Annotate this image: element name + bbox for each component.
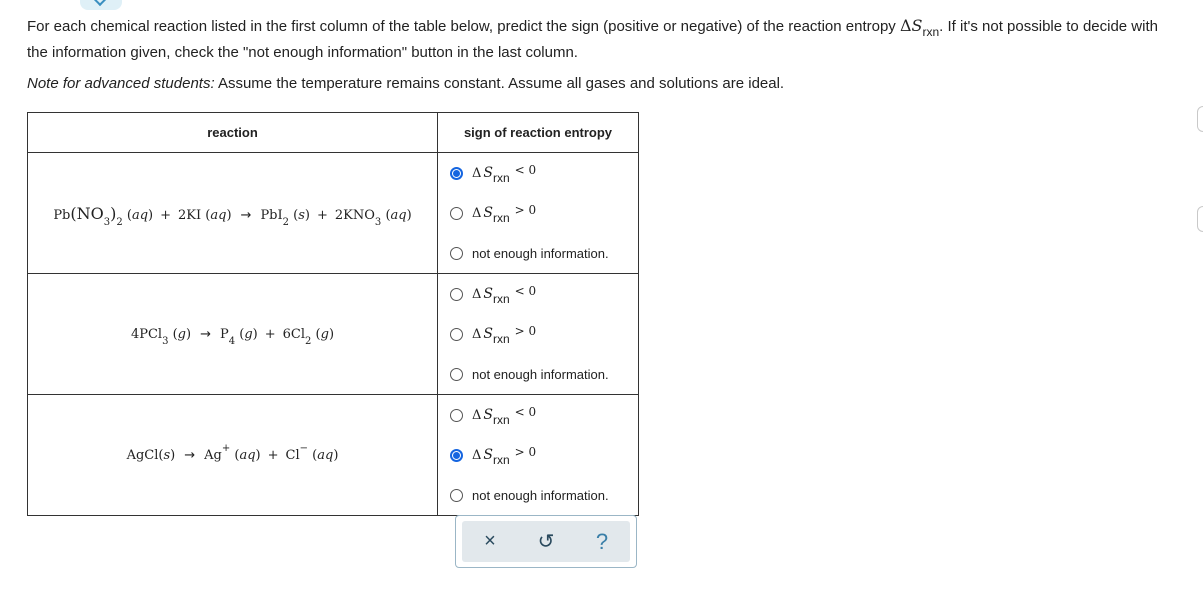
eq-term: ): [304, 207, 310, 223]
reaction-cell: [28, 153, 438, 274]
comparison: > 0: [514, 324, 537, 338]
header-row: [28, 113, 639, 153]
eq-term: ): [186, 326, 192, 342]
eq-subscript: 4: [228, 335, 236, 347]
eq-term: ): [255, 447, 261, 463]
eq-state: aq: [210, 207, 227, 223]
eq-term: (NO: [70, 203, 104, 223]
eq-term: ): [328, 326, 335, 342]
table-row: [28, 153, 639, 274]
header-reaction: reaction: [28, 113, 438, 153]
note-text: Assume the temperature remains constant. Assume all gases and solutions are ideal.: [214, 75, 785, 92]
plus-sign: +: [267, 447, 279, 463]
eq-term: 2KI: [178, 207, 202, 223]
chevron-down-icon: [93, 0, 107, 6]
entropy-symbol: S: [483, 286, 493, 302]
eq-term: ): [333, 447, 339, 463]
instructions-text-end: . If it's not possible to decide with the information given, check the "not enough information" button in the last column.: [27, 18, 1158, 61]
eq-state: g: [244, 326, 253, 342]
option-positive[interactable]: [438, 193, 638, 233]
radio-button[interactable]: [450, 167, 463, 180]
radio-button[interactable]: [450, 247, 463, 260]
plus-sign: +: [264, 326, 276, 342]
entropy-label: [472, 405, 537, 427]
instructions-line: [27, 13, 1177, 66]
reaction-equation-3: [126, 442, 339, 463]
plus-sign: +: [160, 207, 172, 223]
rxn-subscript: rxn: [492, 332, 510, 346]
eq-term: (: [172, 326, 178, 342]
radio-button[interactable]: [450, 489, 463, 502]
rxn-subscript: rxn: [922, 25, 940, 39]
rxn-subscript: rxn: [492, 171, 510, 185]
eq-term: Pb: [53, 207, 71, 223]
delta-symbol: Δ: [472, 408, 482, 423]
eq-term: (: [205, 207, 211, 223]
answer-toolbar: [455, 515, 637, 568]
eq-superscript: −: [299, 442, 309, 454]
options-cell: [438, 153, 639, 274]
reaction-cell: [28, 395, 438, 516]
collapse-tab[interactable]: [80, 0, 122, 10]
eq-state: g: [177, 326, 186, 342]
eq-term: 6Cl: [282, 326, 306, 342]
eq-term: P: [219, 326, 229, 342]
eq-term: ): [252, 326, 258, 342]
option-negative[interactable]: [438, 153, 638, 193]
eq-term: (: [312, 447, 318, 463]
rxn-subscript: rxn: [492, 211, 510, 225]
eq-subscript: 2: [282, 216, 290, 228]
header-sign: sign of reaction entropy: [438, 113, 639, 153]
help-button[interactable]: [582, 524, 622, 560]
eq-term: ): [170, 447, 176, 463]
delta-symbol: Δ: [472, 327, 482, 342]
help-icon: ?: [595, 528, 609, 554]
close-icon: ×: [484, 530, 496, 552]
entropy-symbol: S: [483, 205, 493, 221]
options-cell: [438, 274, 639, 395]
reaction-equation-2: [130, 326, 335, 347]
eq-subscript: 2: [116, 216, 123, 228]
entropy-label: [472, 284, 537, 306]
radio-button[interactable]: [450, 288, 463, 301]
table-row: [28, 395, 639, 516]
entropy-symbol: S: [911, 16, 923, 35]
side-handle-bottom[interactable]: [1197, 206, 1203, 232]
radio-button[interactable]: [450, 449, 463, 462]
eq-state: aq: [239, 447, 256, 463]
reaction-table: [27, 112, 639, 516]
entropy-symbol: S: [483, 447, 493, 463]
eq-subscript: 2: [305, 335, 312, 347]
option-not-enough-info[interactable]: [438, 354, 638, 394]
comparison: < 0: [514, 284, 537, 298]
table-row: [28, 274, 639, 395]
eq-state: aq: [390, 207, 407, 223]
radio-button[interactable]: [450, 409, 463, 422]
rxn-subscript: rxn: [492, 453, 510, 467]
eq-term: Cl: [285, 447, 300, 463]
undo-icon: ↺: [537, 531, 555, 553]
rxn-subscript: rxn: [492, 413, 510, 427]
eq-term: Ag: [204, 447, 222, 463]
eq-subscript: 3: [103, 216, 111, 228]
instructions-text-start: For each chemical reaction listed in the first column of the table below, predict the sign (positive or negative) of the reaction entropy: [27, 18, 896, 35]
delta-symbol: Δ: [472, 166, 482, 181]
eq-term: (: [293, 207, 299, 223]
rxn-subscript: rxn: [492, 292, 510, 306]
eq-state: s: [163, 447, 171, 463]
eq-state: g: [320, 326, 329, 342]
option-label: not enough information.: [472, 487, 609, 503]
eq-superscript: +: [221, 442, 231, 454]
radio-button[interactable]: [450, 328, 463, 341]
delta-symbol: Δ: [472, 287, 482, 302]
eq-term: (: [126, 207, 132, 223]
option-not-enough-info[interactable]: [438, 233, 638, 273]
option-not-enough-info[interactable]: [438, 475, 638, 515]
entropy-label: [472, 163, 537, 185]
eq-subscript: 3: [374, 216, 382, 228]
eq-term: ): [148, 207, 154, 223]
eq-term: AgCl: [126, 447, 159, 463]
eq-term: (: [234, 447, 240, 463]
eq-term: (: [158, 447, 164, 463]
delta-symbol: Δ: [472, 206, 482, 221]
option-label: not enough information.: [472, 245, 609, 261]
toolbar-buttons: [462, 521, 630, 562]
clear-button[interactable]: [470, 524, 510, 560]
option-negative[interactable]: [438, 395, 638, 435]
plus-sign: +: [317, 207, 328, 223]
eq-subscript: 3: [162, 335, 169, 347]
reaction-equation-1: [53, 203, 412, 228]
option-label: not enough information.: [472, 366, 609, 382]
delta-symbol: Δ: [899, 16, 912, 35]
eq-term: 2KNO: [334, 207, 375, 223]
delta-symbol: Δ: [472, 448, 482, 463]
eq-term: (: [385, 207, 391, 223]
options-cell: [438, 395, 639, 516]
side-handle-top[interactable]: [1197, 106, 1203, 132]
undo-button[interactable]: [526, 524, 566, 560]
eq-term: PbI: [260, 207, 283, 223]
eq-term: (: [315, 326, 321, 342]
reaction-arrow-icon: →: [184, 447, 196, 463]
entropy-label: [472, 445, 537, 467]
instructions: [27, 13, 1177, 97]
reaction-arrow-icon: →: [200, 326, 211, 342]
eq-term: 4PCl: [130, 326, 163, 342]
option-negative[interactable]: [438, 274, 638, 314]
eq-state: aq: [131, 207, 149, 223]
entropy-label: [472, 203, 537, 225]
comparison: < 0: [514, 405, 537, 419]
radio-button[interactable]: [450, 368, 463, 381]
advanced-note: [27, 71, 1177, 97]
eq-state: aq: [317, 447, 334, 463]
option-positive[interactable]: [438, 435, 638, 475]
reaction-arrow-icon: →: [240, 207, 252, 223]
radio-button[interactable]: [450, 207, 463, 220]
option-positive[interactable]: [438, 314, 638, 354]
eq-term: ): [226, 207, 232, 223]
eq-state: s: [298, 207, 305, 223]
comparison: < 0: [514, 163, 537, 177]
entropy-label: [472, 324, 537, 346]
reaction-cell: [28, 274, 438, 395]
entropy-symbol: S: [483, 326, 493, 342]
comparison: > 0: [514, 445, 537, 459]
entropy-symbol: S: [483, 165, 493, 181]
comparison: > 0: [514, 203, 537, 217]
eq-term: (: [239, 326, 245, 342]
entropy-symbol: S: [483, 407, 493, 423]
eq-term: ): [110, 203, 117, 223]
note-label: Note for advanced students:: [27, 75, 215, 92]
eq-term: ): [406, 207, 412, 223]
